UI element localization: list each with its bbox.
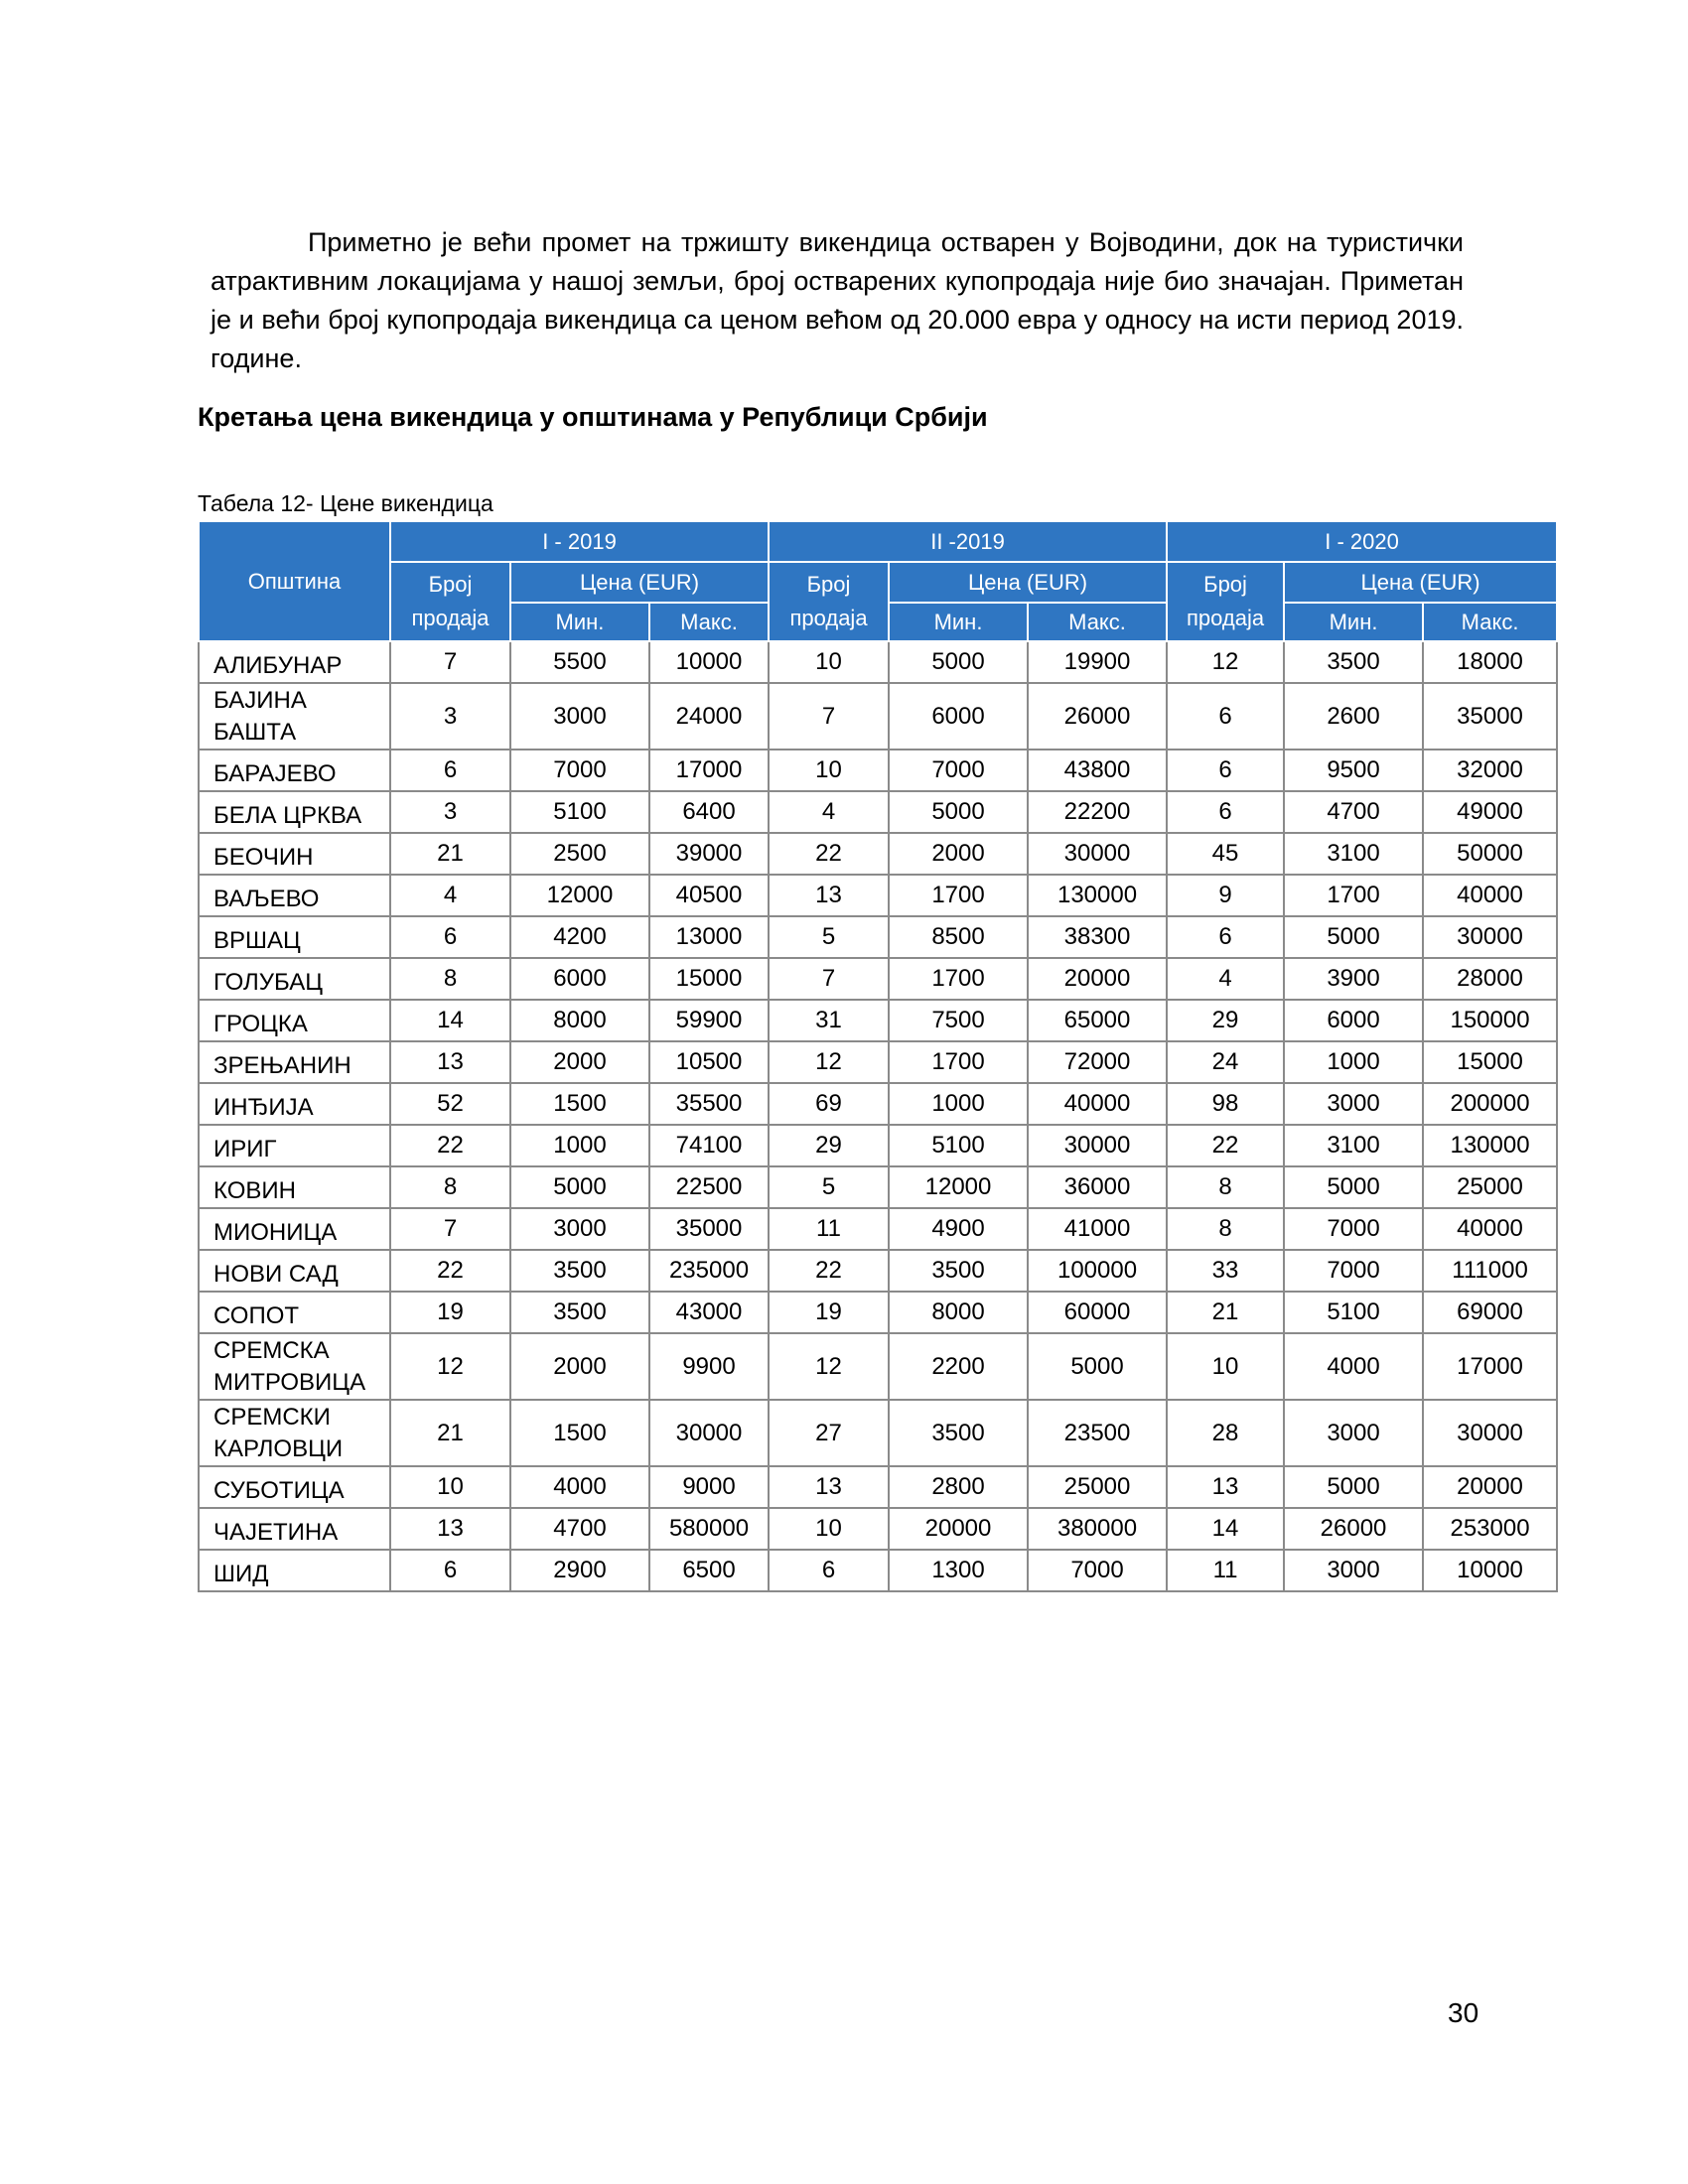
table-row [199,1000,1557,1041]
value-cell: 8000 [510,1000,649,1041]
value-cell: 72000 [1028,1041,1167,1083]
municipality-cell: ШИД [199,1550,390,1591]
value-cell: 7000 [889,750,1028,791]
table-row [199,1208,1557,1250]
value-cell: 4000 [1284,1333,1423,1400]
value-cell: 6 [1167,791,1284,833]
value-cell: 1700 [1284,875,1423,916]
section-heading: Кретања цена викендица у општинама у Републици Србији [198,402,988,432]
value-cell: 14 [390,1000,510,1041]
value-cell: 10 [769,641,889,683]
value-cell: 25000 [1028,1466,1167,1508]
value-cell: 5100 [1284,1292,1423,1333]
table-row [199,833,1557,875]
value-cell: 4 [1167,958,1284,1000]
value-cell: 36000 [1028,1166,1167,1208]
table-row [199,1166,1557,1208]
value-cell: 1000 [510,1125,649,1166]
value-cell: 380000 [1028,1508,1167,1550]
municipality-cell: ВАЉЕВО [199,875,390,916]
value-cell: 150000 [1423,1000,1557,1041]
value-cell: 8 [390,1166,510,1208]
value-cell: 13 [1167,1466,1284,1508]
value-cell: 29 [1167,1000,1284,1041]
prices-table [198,520,1558,1592]
value-cell: 30000 [1423,916,1557,958]
value-cell: 65000 [1028,1000,1167,1041]
header-min-1: Мин. [510,603,649,641]
value-cell: 14 [1167,1508,1284,1550]
value-cell: 24000 [649,683,769,750]
header-max-1: Макс. [649,603,769,641]
value-cell: 69 [769,1083,889,1125]
header-max-3: Макс. [1423,603,1557,641]
value-cell: 12 [769,1041,889,1083]
table-row [199,1125,1557,1166]
value-cell: 13 [390,1508,510,1550]
value-cell: 5000 [1284,916,1423,958]
value-cell: 15000 [649,958,769,1000]
municipality-cell: ИРИГ [199,1125,390,1166]
table-row [199,1250,1557,1292]
value-cell: 28000 [1423,958,1557,1000]
value-cell: 5000 [889,641,1028,683]
value-cell: 18000 [1423,641,1557,683]
value-cell: 6000 [889,683,1028,750]
value-cell: 12000 [889,1166,1028,1208]
value-cell: 6 [1167,683,1284,750]
value-cell: 3 [390,683,510,750]
value-cell: 7 [769,958,889,1000]
municipality-cell: КОВИН [199,1166,390,1208]
value-cell: 130000 [1423,1125,1557,1166]
municipality-cell: СУБОТИЦА [199,1466,390,1508]
body-paragraph: Приметно је већи промет на тржишту викендица остварен у Војводини, док на туристички атрактивним локацијама у нашој земљи, број остварених купопродаја није био значајан. Приметан је и већи број купопродаја викендица са ценом већом од 20.000 евра у односу на исти период 2019. године. [211,227,1464,373]
value-cell: 3100 [1284,833,1423,875]
value-cell: 1700 [889,1041,1028,1083]
value-cell: 22 [1167,1125,1284,1166]
value-cell: 3500 [510,1250,649,1292]
value-cell: 19 [390,1292,510,1333]
value-cell: 130000 [1028,875,1167,916]
value-cell: 20000 [889,1508,1028,1550]
value-cell: 12 [769,1333,889,1400]
value-cell: 10 [1167,1333,1284,1400]
municipality-cell: БАРАЈЕВО [199,750,390,791]
value-cell: 2000 [510,1333,649,1400]
value-cell: 2800 [889,1466,1028,1508]
value-cell: 3000 [510,683,649,750]
value-cell: 3000 [1284,1550,1423,1591]
value-cell: 10500 [649,1041,769,1083]
value-cell: 22 [769,1250,889,1292]
value-cell: 40000 [1028,1083,1167,1125]
value-cell: 15000 [1423,1041,1557,1083]
value-cell: 35000 [1423,683,1557,750]
municipality-cell: ГОЛУБАЦ [199,958,390,1000]
value-cell: 3000 [510,1208,649,1250]
table-row [199,1292,1557,1333]
value-cell: 6000 [510,958,649,1000]
value-cell: 50000 [1423,833,1557,875]
value-cell: 35000 [649,1208,769,1250]
value-cell: 3900 [1284,958,1423,1000]
header-sales-count-2: Број продаја [769,562,889,641]
value-cell: 4700 [510,1508,649,1550]
value-cell: 1700 [889,875,1028,916]
table-body [199,641,1557,1591]
value-cell: 7 [390,641,510,683]
value-cell: 21 [390,833,510,875]
value-cell: 40500 [649,875,769,916]
value-cell: 1300 [889,1550,1028,1591]
value-cell: 19900 [1028,641,1167,683]
value-cell: 10000 [649,641,769,683]
value-cell: 35500 [649,1083,769,1125]
value-cell: 6000 [1284,1000,1423,1041]
value-cell: 6 [390,750,510,791]
value-cell: 11 [1167,1550,1284,1591]
value-cell: 2000 [510,1041,649,1083]
value-cell: 25000 [1423,1166,1557,1208]
table-row [199,1041,1557,1083]
header-sales-count-1: Број продаја [390,562,510,641]
value-cell: 7000 [1284,1250,1423,1292]
value-cell: 9900 [649,1333,769,1400]
value-cell: 6 [390,1550,510,1591]
table-row [199,1083,1557,1125]
value-cell: 1000 [1284,1041,1423,1083]
value-cell: 10000 [1423,1550,1557,1591]
table-row [199,683,1557,750]
value-cell: 5000 [510,1166,649,1208]
value-cell: 69000 [1423,1292,1557,1333]
value-cell: 24 [1167,1041,1284,1083]
value-cell: 1000 [889,1083,1028,1125]
table-row [199,958,1557,1000]
value-cell: 10 [769,1508,889,1550]
municipality-cell: ЗРЕЊАНИН [199,1041,390,1083]
value-cell: 3500 [889,1400,1028,1466]
value-cell: 6400 [649,791,769,833]
value-cell: 32000 [1423,750,1557,791]
value-cell: 31 [769,1000,889,1041]
value-cell: 17000 [1423,1333,1557,1400]
value-cell: 52 [390,1083,510,1125]
value-cell: 8 [1167,1208,1284,1250]
value-cell: 5000 [1284,1166,1423,1208]
value-cell: 30000 [1028,833,1167,875]
municipality-cell: МИОНИЦА [199,1208,390,1250]
value-cell: 28 [1167,1400,1284,1466]
value-cell: 41000 [1028,1208,1167,1250]
value-cell: 5 [769,1166,889,1208]
table-row [199,1550,1557,1591]
value-cell: 111000 [1423,1250,1557,1292]
municipality-cell: ГРОЦКА [199,1000,390,1041]
value-cell: 12000 [510,875,649,916]
value-cell: 2900 [510,1550,649,1591]
value-cell: 40000 [1423,875,1557,916]
value-cell: 7500 [889,1000,1028,1041]
value-cell: 5000 [1028,1333,1167,1400]
value-cell: 59900 [649,1000,769,1041]
value-cell: 2500 [510,833,649,875]
value-cell: 13 [769,1466,889,1508]
value-cell: 6 [769,1550,889,1591]
value-cell: 200000 [1423,1083,1557,1125]
value-cell: 20000 [1423,1466,1557,1508]
municipality-cell: СРЕМСКА МИТРОВИЦА [199,1333,390,1400]
table-row [199,1400,1557,1466]
table-row [199,750,1557,791]
value-cell: 20000 [1028,958,1167,1000]
value-cell: 12 [390,1333,510,1400]
value-cell: 26000 [1028,683,1167,750]
value-cell: 7 [390,1208,510,1250]
value-cell: 40000 [1423,1208,1557,1250]
value-cell: 4000 [510,1466,649,1508]
value-cell: 3500 [889,1250,1028,1292]
header-price-3: Цена (EUR) [1284,562,1557,603]
value-cell: 30000 [1423,1400,1557,1466]
municipality-cell: СРЕМСКИ КАРЛОВЦИ [199,1400,390,1466]
value-cell: 100000 [1028,1250,1167,1292]
value-cell: 13 [390,1041,510,1083]
value-cell: 7000 [510,750,649,791]
value-cell: 38300 [1028,916,1167,958]
value-cell: 1500 [510,1400,649,1466]
value-cell: 7000 [1284,1208,1423,1250]
value-cell: 6 [1167,750,1284,791]
value-cell: 4700 [1284,791,1423,833]
table-caption: Табела 12- Цене викендица [198,490,493,516]
value-cell: 23500 [1028,1400,1167,1466]
value-cell: 2600 [1284,683,1423,750]
header-price-2: Цена (EUR) [889,562,1167,603]
value-cell: 21 [390,1400,510,1466]
value-cell: 6 [390,916,510,958]
value-cell: 9 [1167,875,1284,916]
value-cell: 5000 [1284,1466,1423,1508]
value-cell: 21 [1167,1292,1284,1333]
municipality-cell: НОВИ САД [199,1250,390,1292]
value-cell: 4900 [889,1208,1028,1250]
value-cell: 13 [769,875,889,916]
table-row [199,791,1557,833]
header-price-1: Цена (EUR) [510,562,769,603]
value-cell: 26000 [1284,1508,1423,1550]
value-cell: 5100 [510,791,649,833]
value-cell: 7 [769,683,889,750]
municipality-cell: ИНЂИЈА [199,1083,390,1125]
value-cell: 11 [769,1208,889,1250]
table-header [199,521,1557,641]
header-municipality: Општина [199,521,390,641]
value-cell: 4 [769,791,889,833]
value-cell: 3000 [1284,1083,1423,1125]
municipality-cell: ЧАЈЕТИНА [199,1508,390,1550]
value-cell: 4 [390,875,510,916]
value-cell: 33 [1167,1250,1284,1292]
value-cell: 12 [1167,641,1284,683]
value-cell: 13000 [649,916,769,958]
table-row [199,1466,1557,1508]
value-cell: 1500 [510,1083,649,1125]
value-cell: 45 [1167,833,1284,875]
header-period-2: II -2019 [769,521,1167,562]
value-cell: 5000 [889,791,1028,833]
table-row [199,1508,1557,1550]
value-cell: 8000 [889,1292,1028,1333]
value-cell: 60000 [1028,1292,1167,1333]
value-cell: 8 [390,958,510,1000]
value-cell: 17000 [649,750,769,791]
value-cell: 3500 [510,1292,649,1333]
value-cell: 6 [1167,916,1284,958]
municipality-cell: ВРШАЦ [199,916,390,958]
value-cell: 5500 [510,641,649,683]
value-cell: 3500 [1284,641,1423,683]
value-cell: 6500 [649,1550,769,1591]
value-cell: 3 [390,791,510,833]
value-cell: 5 [769,916,889,958]
value-cell: 9000 [649,1466,769,1508]
value-cell: 27 [769,1400,889,1466]
value-cell: 43800 [1028,750,1167,791]
value-cell: 2200 [889,1333,1028,1400]
value-cell: 29 [769,1125,889,1166]
value-cell: 22 [769,833,889,875]
value-cell: 39000 [649,833,769,875]
header-period-1: I - 2019 [390,521,769,562]
value-cell: 22500 [649,1166,769,1208]
value-cell: 3100 [1284,1125,1423,1166]
header-sales-count-3: Број продаја [1167,562,1284,641]
value-cell: 22 [390,1250,510,1292]
value-cell: 4200 [510,916,649,958]
value-cell: 580000 [649,1508,769,1550]
header-min-2: Мин. [889,603,1028,641]
table-row [199,916,1557,958]
value-cell: 5100 [889,1125,1028,1166]
value-cell: 9500 [1284,750,1423,791]
header-period-3: I - 2020 [1167,521,1557,562]
value-cell: 235000 [649,1250,769,1292]
value-cell: 10 [390,1466,510,1508]
value-cell: 3000 [1284,1400,1423,1466]
header-min-3: Мин. [1284,603,1423,641]
table-row [199,1333,1557,1400]
value-cell: 8 [1167,1166,1284,1208]
value-cell: 2000 [889,833,1028,875]
page-number: 30 [1448,1997,1479,2028]
value-cell: 30000 [1028,1125,1167,1166]
municipality-cell: БЕОЧИН [199,833,390,875]
value-cell: 98 [1167,1083,1284,1125]
table-row [199,875,1557,916]
municipality-cell: СОПОТ [199,1292,390,1333]
value-cell: 1700 [889,958,1028,1000]
value-cell: 43000 [649,1292,769,1333]
header-max-2: Макс. [1028,603,1167,641]
value-cell: 253000 [1423,1508,1557,1550]
value-cell: 22200 [1028,791,1167,833]
table-row [199,641,1557,683]
municipality-cell: БЕЛА ЦРКВА [199,791,390,833]
value-cell: 30000 [649,1400,769,1466]
value-cell: 19 [769,1292,889,1333]
value-cell: 8500 [889,916,1028,958]
value-cell: 74100 [649,1125,769,1166]
municipality-cell: БАЈИНА БАШТА [199,683,390,750]
value-cell: 7000 [1028,1550,1167,1591]
value-cell: 49000 [1423,791,1557,833]
municipality-cell: АЛИБУНАР [199,641,390,683]
value-cell: 10 [769,750,889,791]
value-cell: 22 [390,1125,510,1166]
